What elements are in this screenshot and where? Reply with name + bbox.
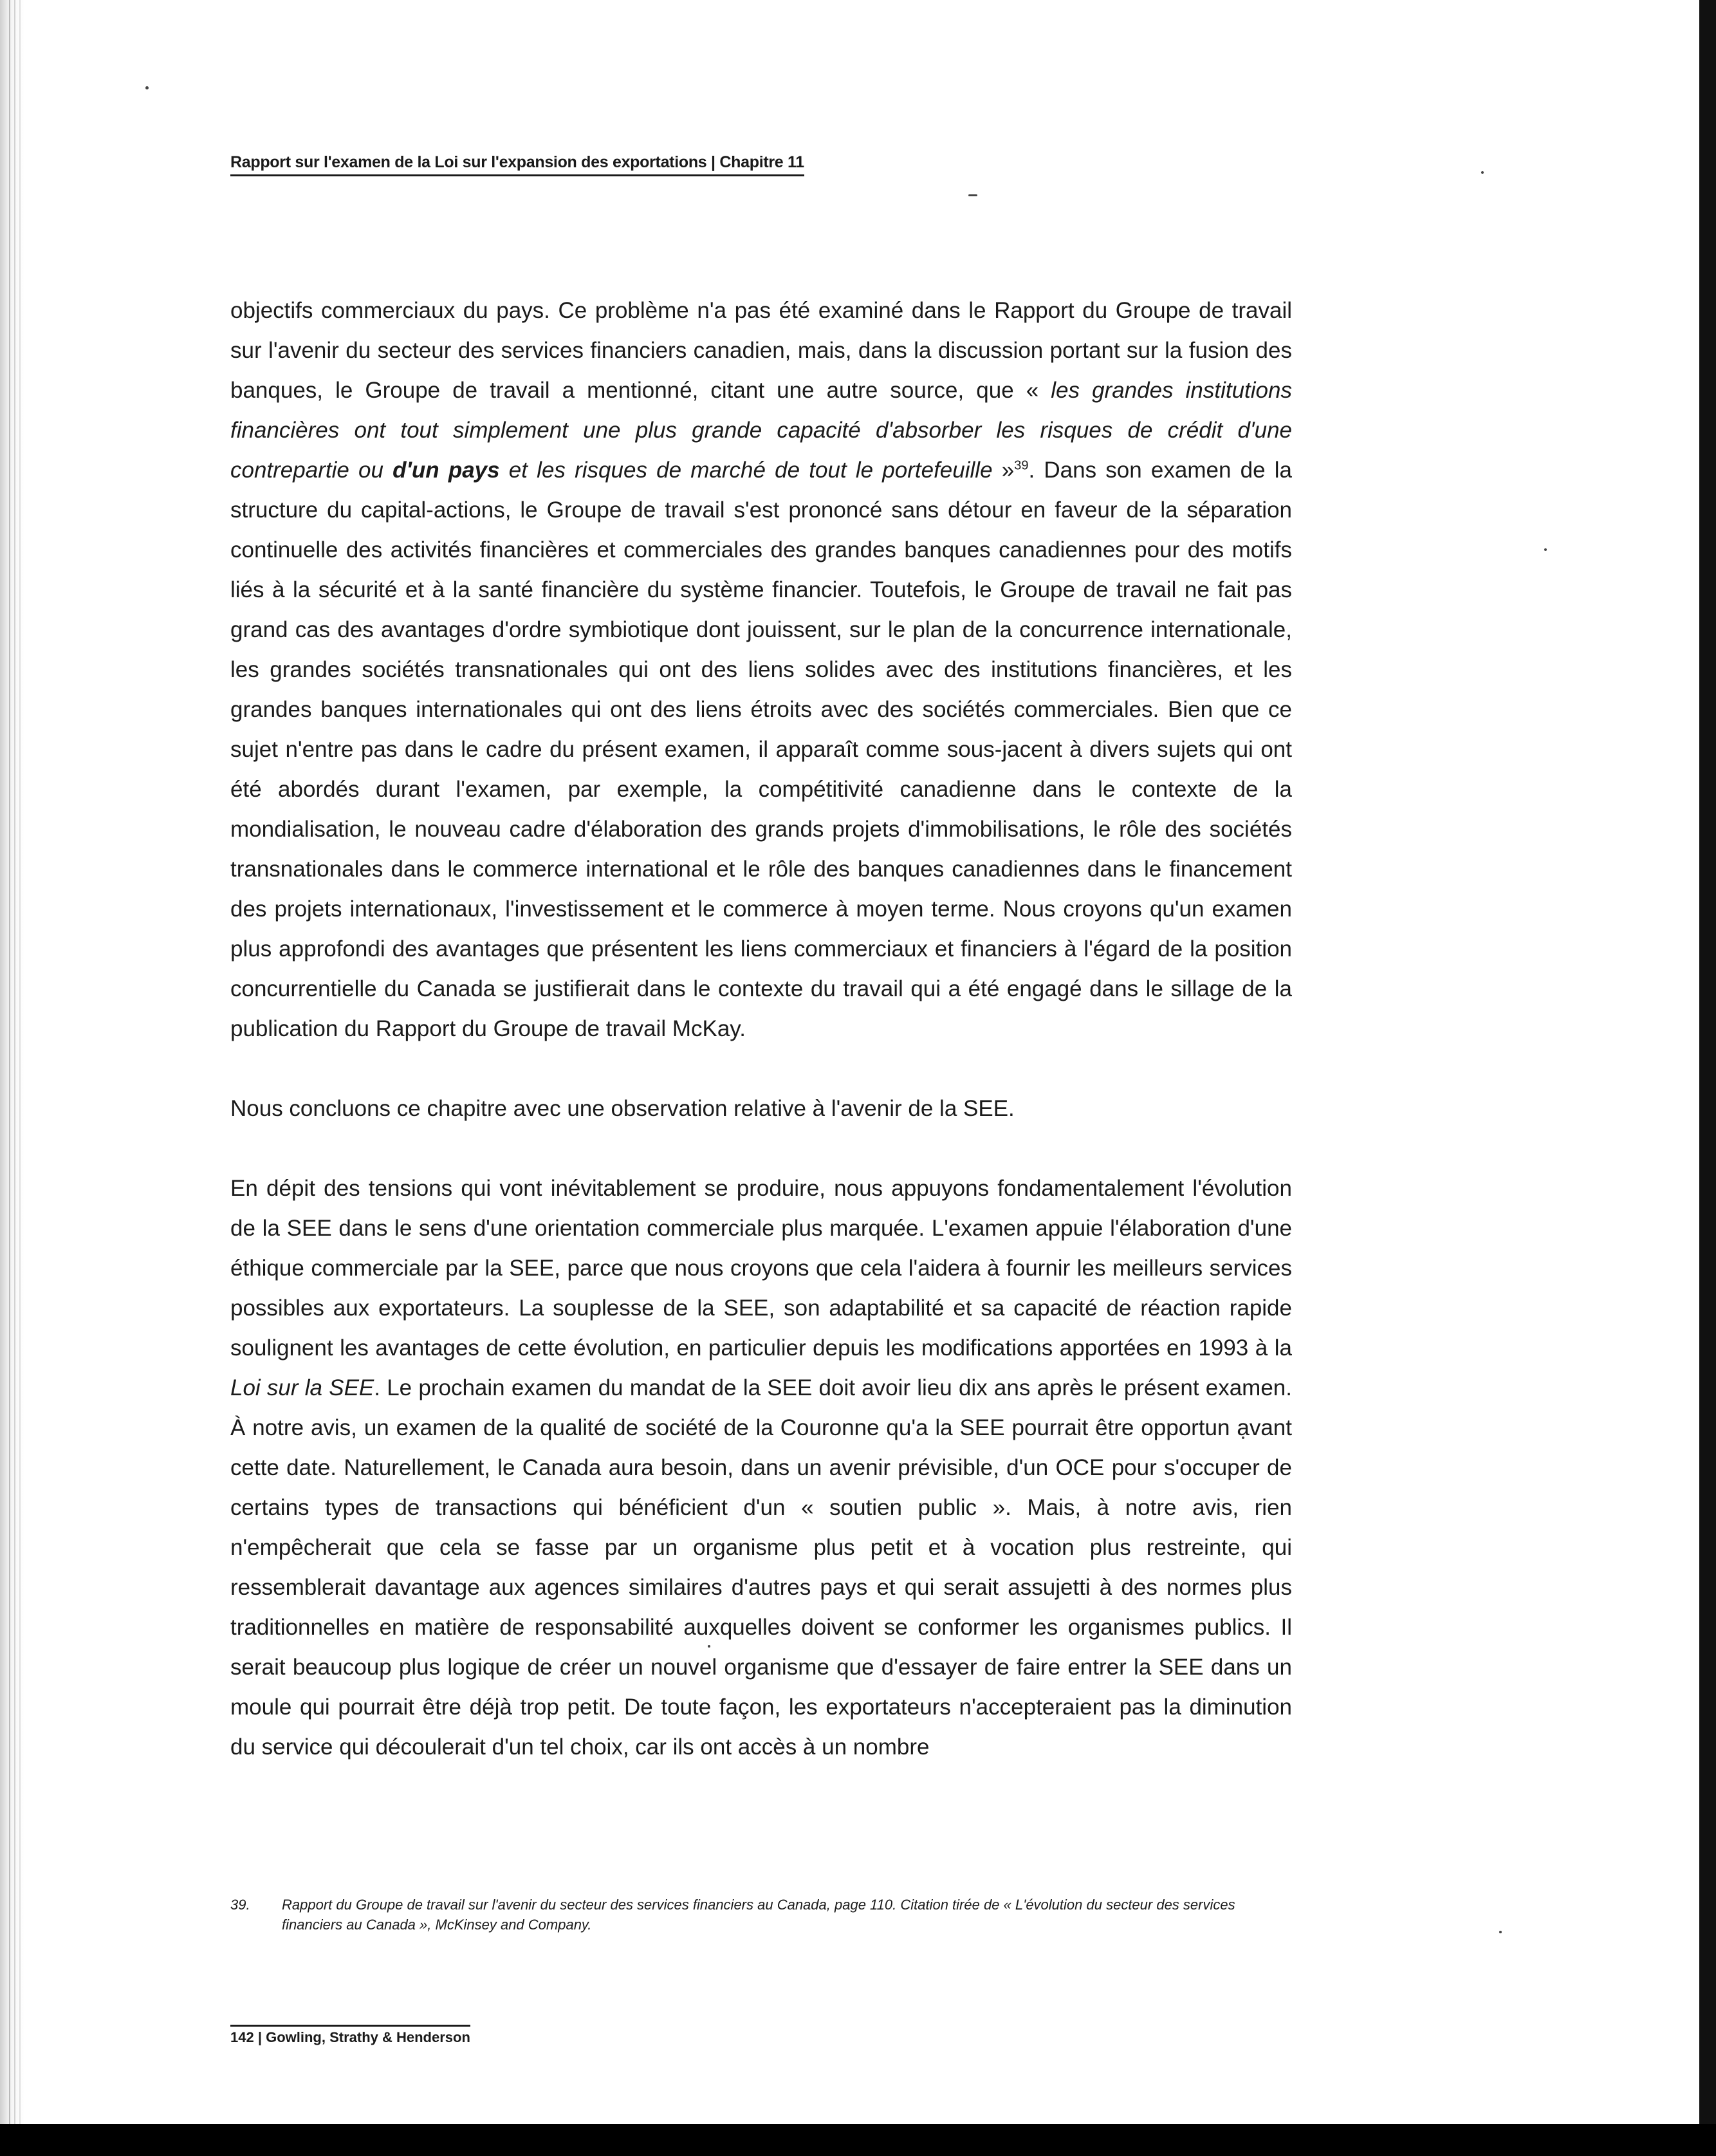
scan-speck <box>145 86 149 89</box>
scan-artifact-line <box>14 0 15 2124</box>
text-segment: Nous concluons ce chapitre avec une observation relative à l'avenir de la SEE. <box>230 1096 1015 1121</box>
text-segment: » <box>992 458 1015 483</box>
running-header: Rapport sur l'examen de la Loi sur l'expansion des exportations | Chapitre 11 <box>230 153 804 176</box>
scan-speck <box>1499 1931 1502 1933</box>
body-text <box>230 291 1292 1807</box>
scan-artifact-line <box>19 0 21 2124</box>
text-segment: et les risques de marché de tout le portefeuille <box>499 458 993 483</box>
text-segment: objectifs commerciaux du pays. Ce problème n'a pas été examiné dans le Rapport du Groupe de travail sur l'avenir du secteur des services financiers canadien, mais, dans la discussion portant sur la fusion des banques, le Groupe de travail a mentionné, citant une autre source, que « <box>230 298 1292 403</box>
emphasis-text: d'un pays <box>392 458 500 483</box>
paragraph <box>230 291 1292 1049</box>
scan-speck <box>1481 171 1484 174</box>
scan-artifact-line <box>9 0 10 2124</box>
paragraph <box>230 1169 1292 1767</box>
scan-speck <box>968 194 977 196</box>
text-segment: Loi sur la SEE <box>230 1375 374 1400</box>
paragraph <box>230 1089 1292 1129</box>
scan-speck <box>1544 548 1547 551</box>
text-segment: En dépit des tensions qui vont inévitablement se produire, nous appuyons fondamentalement l'évolution de la SEE dans le sens d'une orientation commerciale plus marquée. L'examen appuie l'élaboration d'une éthique commerciale par la SEE, parce que nous croyons que cela l'aidera à fournir les meilleurs services possibles aux exportateurs. La souplesse de la SEE, son adaptabilité et sa capacité de réaction rapide soulignent les avantages de cette évolution, en particulier depuis les modifications apportées en 1993 à la <box>230 1176 1292 1361</box>
footnote-reference: 39 <box>1014 458 1029 473</box>
text-segment: . Le prochain examen du mandat de la SEE doit avoir lieu dix ans après le présent examen. À notre avis, un examen de la qualité de société de la Couronne qu'a la SEE pourrait être opportun avant cette date. Naturellement, le Canada aura besoin, dans un avenir prévisible, d'un OCE pour s'occuper de certains types de transactions qui bénéficient d'un « soutien public ». Mais, à notre avis, rien n'empêcherait que cela se fasse par un organisme plus petit et à vocation plus restreinte, qui ressemblerait davantage aux agences similaires d'autres pays et qui serait assujetti à des normes plus traditionnelles en matière de responsabilité auxquelles doivent se conformer les organismes publics. Il serait beaucoup plus logique de créer un nouvel organisme que d'essayer de faire entrer la SEE dans un moule qui pourrait être déjà trop petit. De toute façon, les exportateurs n'accepteraient pas la diminution du service qui découlerait d'un tel choix, car ils ont accès à un nombre <box>230 1375 1292 1760</box>
footnote-text: Rapport du Groupe de travail sur l'avenir du secteur des services financiers au Canada, page 110. Citation tirée de « L'évolution du secteur des services financiers au Canada », McKinsey and Company. <box>282 1897 1235 1933</box>
footnote <box>230 1895 1292 1935</box>
text-segment: . Dans son examen de la structure du capital-actions, le Groupe de travail s'est prononcé sans détour en faveur de la séparation continuelle des activités financières et commerciales des grandes banques canadiennes pour des motifs liés à la sécurité et à la santé financière du système financier. Toutefois, le Groupe de travail ne fait pas grand cas des avantages d'ordre symbiotique dont jouissent, sur le plan de la concurrence internationale, les grandes sociétés transnationales qui ont des liens solides avec des institutions financières, et les grandes banques internationales qui ont des liens étroits avec des sociétés commerciales. Bien que ce sujet n'entre pas dans le cadre du présent examen, il apparaît comme sous-jacent à divers sujets qui ont été abordés durant l'examen, par exemple, la compétitivité canadienne dans le contexte de la mondialisation, le nouveau cadre d'élaboration des grands projets d'immobilisations, le rôle des sociétés transnationales dans le commerce international et le rôle des banques canadiennes dans le financement des projets internationaux, l'investissement et le commerce à moyen terme. Nous croyons qu'un examen plus approfondi des avantages que présentent les liens commerciaux et financiers à l'égard de la position concurrentielle du Canada se justifierait dans le contexte du travail qui a été engagé dans le sillage de la publication du Rapport du Groupe de travail McKay. <box>230 458 1292 1041</box>
running-footer: 142 | Gowling, Strathy & Henderson <box>230 2025 470 2046</box>
text-segment <box>392 458 499 483</box>
text-segment: les grandes institutions financières ont tout simplement une plus grande capacité d'absorber les risques de crédit d'une contrepartie ou <box>230 378 1292 483</box>
footnote-number: 39. <box>230 1897 250 1913</box>
scan-right-edge <box>1699 0 1716 2124</box>
scan-binding-edge <box>0 0 24 2124</box>
